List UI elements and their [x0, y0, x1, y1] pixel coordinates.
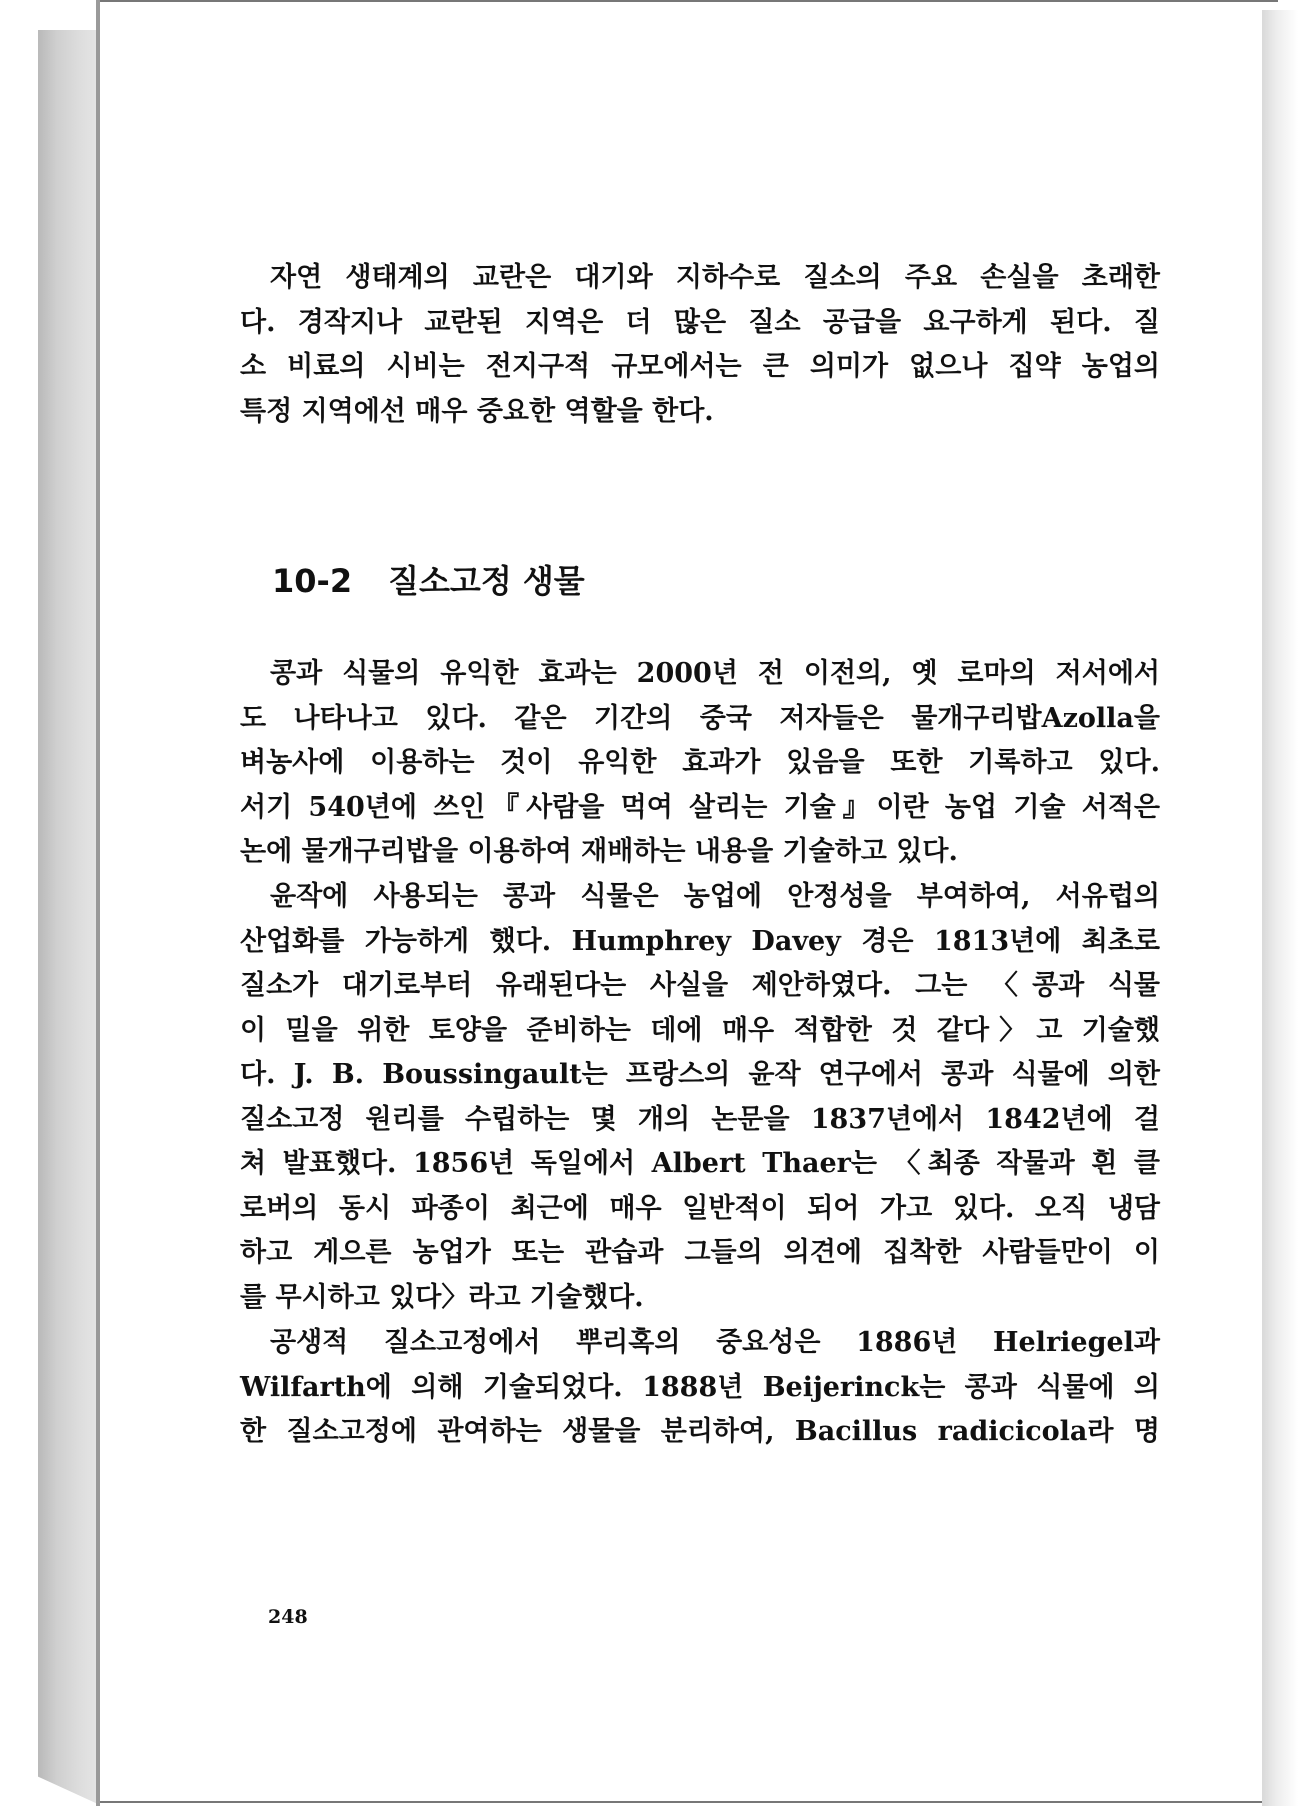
- paragraph-line: 한 질소고정에 관여하는 생물을 분리하여, Bacillus radicicola라 명: [240, 1416, 1160, 1447]
- paragraph-line: Wilfarth에 의해 기술되었다. 1888년 Beijerinck는 콩과 식물에 의: [240, 1371, 1160, 1403]
- paragraph-line: 논에 물개구리밥을 이용하여 재배하는 내용을 기술하고 있다.: [240, 836, 958, 867]
- paragraph-3: [240, 1321, 1160, 1455]
- spine-edge: [96, 0, 100, 1806]
- paragraph-line: 이 밀을 위한 토양을 준비하는 데에 매우 적합한 것 같다〉고 기술했: [240, 1014, 1160, 1046]
- paragraph-line: 하고 게으른 농업가 또는 관습과 그들의 의견에 집착한 사람들만이 이: [240, 1237, 1160, 1268]
- page-number: 248: [268, 1606, 308, 1628]
- paragraph-line: 쳐 발표했다. 1856년 독일에서 Albert Thaer는 〈최종 작물과 흰 클: [240, 1148, 1160, 1179]
- paragraph-line: 공생적 질소고정에서 뿌리혹의 중요성은 1886년 Helriegel과: [270, 1327, 1160, 1358]
- paragraph-line: 서기 540년에 쓰인『사람을 먹여 살리는 기술』이란 농업 기술 서적은: [240, 791, 1160, 823]
- paragraph-line: 로버의 동시 파종이 최근에 매우 일반적이 되어 가고 있다. 오직 냉담: [240, 1192, 1160, 1224]
- intro-line: 특정 지역에선 매우 중요한 역할을 한다.: [240, 395, 714, 427]
- paragraph-line: 질소가 대기로부터 유래된다는 사실을 제안하였다. 그는 〈콩과 식물: [240, 970, 1160, 1001]
- paragraph-line: 콩과 식물의 유익한 효과는 2000년 전 이전의, 옛 로마의 저서에서: [270, 658, 1160, 689]
- book-spine: [38, 30, 100, 1805]
- paragraph-line: 산업화를 가능하게 했다. Humphrey Davey 경은 1813년에 최초로: [240, 925, 1160, 957]
- paragraph-line: 벼농사에 이용하는 것이 유익한 효과가 있음을 또한 기록하고 있다.: [240, 747, 1160, 778]
- page-shadow: [1262, 10, 1298, 1806]
- paragraph-line: 질소고정 원리를 수립하는 몇 개의 논문을 1837년에서 1842년에 걸: [240, 1103, 1160, 1135]
- section-title: 질소고정 생물: [388, 562, 585, 600]
- paragraph-line: 윤작에 사용되는 콩과 식물은 농업에 안정성을 부여하여, 서유럽의: [270, 881, 1160, 912]
- intro-line: 다. 경작지나 교란된 지역은 더 많은 질소 공급을 요구하게 된다. 질: [240, 306, 1160, 338]
- paragraph-line: 를 무시하고 있다〉라고 기술했다.: [240, 1281, 644, 1313]
- intro-line: 소 비료의 시비는 전지구적 규모에서는 큰 의미가 없으나 집약 농업의: [240, 351, 1160, 382]
- paragraph-1: [240, 652, 1160, 875]
- paragraph-2: [240, 875, 1160, 1320]
- section-heading: [272, 556, 585, 602]
- section-number: 10-2: [272, 562, 353, 600]
- paragraph-line: 도 나타나고 있다. 같은 기간의 중국 저자들은 물개구리밥Azolla을: [240, 702, 1160, 734]
- intro-line: 자연 생태계의 교란은 대기와 지하수로 질소의 주요 손실을 초래한: [270, 262, 1160, 293]
- intro-paragraph: [240, 256, 1160, 434]
- paragraph-line: 다. J. B. Boussingault는 프랑스의 윤작 연구에서 콩과 식물에 의한: [240, 1059, 1160, 1090]
